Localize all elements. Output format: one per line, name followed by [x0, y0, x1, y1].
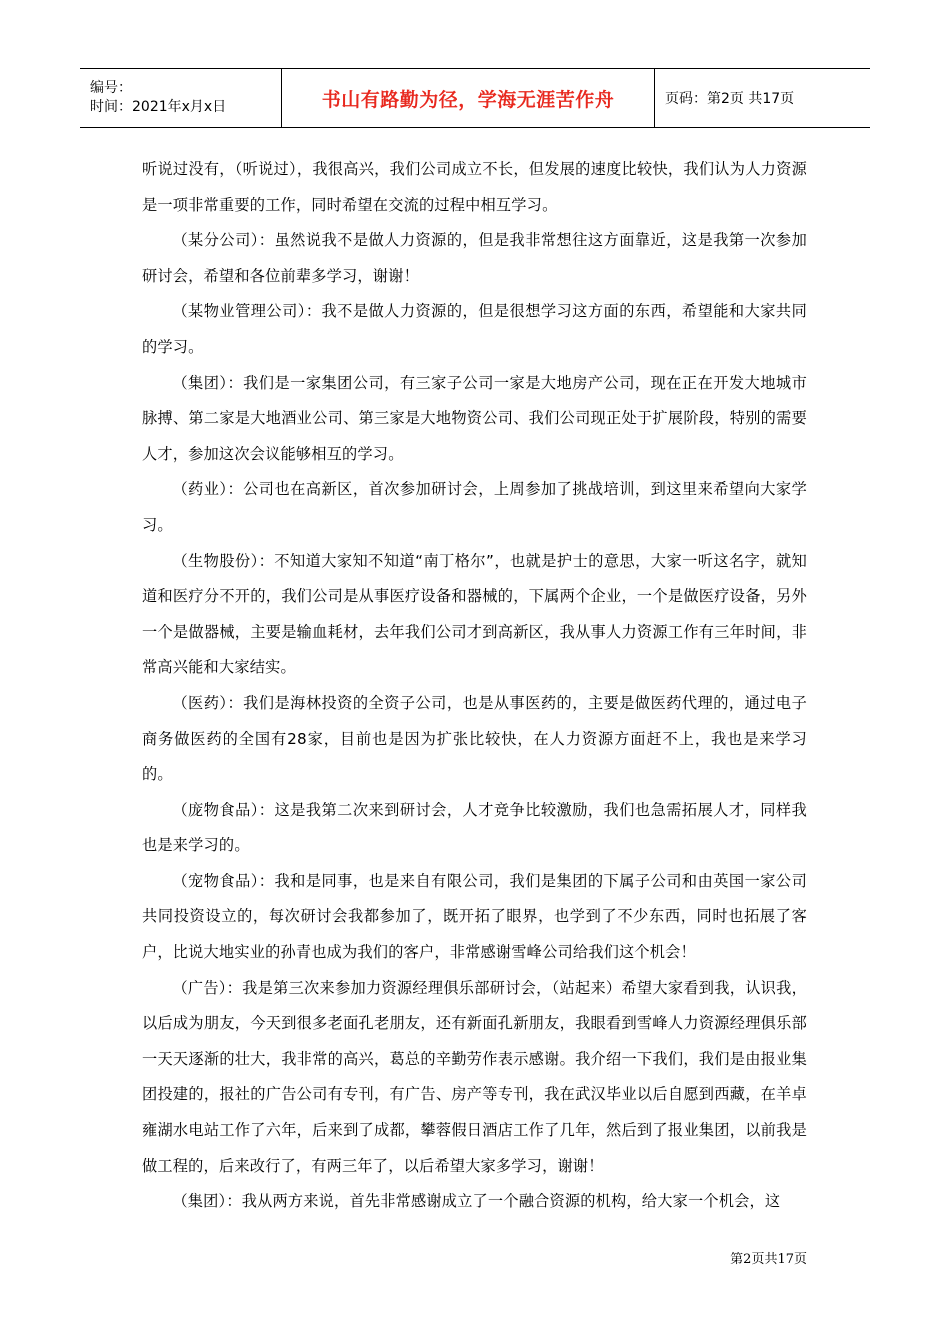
page-header	[80, 68, 870, 128]
paragraph: （医药）：我们是海林投资的全资子公司，也是从事医药的，主要是做医药代理的，通过电子商务做医药的全国有28家，目前也是因为扩张比较快，在人力资源方面赶不上，我也是来学习的。	[142, 693, 807, 784]
paragraph: （广告）：我是第三次来参加力资源经理俱乐部研讨会，（站起来）希望大家看到我，认识我，以后成为朋友，今天到很多老面孔老朋友，还有新面孔新朋友，我眼看到雪峰人力资源经理俱乐部一天天逐渐的壮大，我非常的高兴，葛总的辛勤劳作表示感谢。我介绍一下我们，我们是由报业集团投建的，报社的广告公司有专刊，有广告、房产等专刊，我在武汉毕业以后自愿到西藏，在羊卓雍湖水电站工作了六年，后来到了成都，攀蓉假日酒店工作了几年，然后到了报业集团，以前我是做工程的，后来改行了，有两三年了，以后希望大家多学习，谢谢！	[142, 978, 807, 1175]
paragraph: （某分公司）：虽然说我不是做人力资源的，但是我非常想往这方面靠近，这是我第一次参加研讨会，希望和各位前辈多学习，谢谢！	[142, 231, 807, 285]
header-meta	[80, 69, 282, 127]
header-page-cell	[655, 69, 870, 127]
paragraph: （药业）：公司也在高新区，首次参加研讨会，上周参加了挑战培训，到这里来希望向大家学习。	[142, 480, 807, 534]
document-number-label: 编号：	[90, 80, 132, 96]
document-body	[142, 152, 807, 1220]
paragraph: （集团）：我们是一家集团公司，有三家子公司一家是大地房产公司，现在正在开发大地城市脉搏、第二家是大地酒业公司、第三家是大地物资公司、我们公司现正处于扩展阶段，特别的需要人才，参加这次会议能够相互的学习。	[142, 373, 807, 463]
paragraph: （生物股份）：不知道大家知不知道“南丁格尔”，也就是护士的意思，大家一听这名字，就知道和医疗分不开的，我们公司是从事医疗设备和器械的，下属两个企业，一个是做医疗设备，另外一个是做器械，主要是输血耗材，去年我们公司才到高新区，我从事人力资源工作有三年时间，非常高兴能和大家结实。	[142, 551, 807, 677]
header-motto-cell	[282, 69, 655, 127]
page-footer: 第2页共17页	[730, 1252, 807, 1267]
paragraph: （宠物食品）：我和是同事，也是来自有限公司，我们是集团的下属子公司和由英国一家公司共同投资设立的，每次研讨会我都参加了，既开拓了眼界，也学到了不少东西，同时也拓展了客户，比说大地实业的孙青也成为我们的客户，非常感谢雪峰公司给我们这个机会！	[142, 871, 807, 962]
paragraph: （庞物食品）：这是我第二次来到研讨会，人才竞争比较激励，我们也急需拓展人才，同样我也是来学习的。	[142, 800, 807, 855]
paragraph: 听说过没有，（听说过），我很高兴，我们公司成立不长，但发展的速度比较快，我们认为人力资源是一项非常重要的工作，同时希望在交流的过程中相互学习。	[142, 160, 807, 214]
header-motto: 书山有路勤为径，学海无涯苦作舟	[321, 88, 615, 111]
paragraph: （集团）：我从两方来说，首先非常感谢成立了一个融合资源的机构，给大家一个机会，这	[172, 1192, 781, 1211]
document-date-label: 时间：2021年x月x日	[90, 99, 227, 115]
header-page-number: 页码：第2页 共17页	[665, 91, 795, 107]
paragraph: （某物业管理公司）：我不是做人力资源的，但是很想学习这方面的东西，希望能和大家共同的学习。	[142, 302, 807, 356]
